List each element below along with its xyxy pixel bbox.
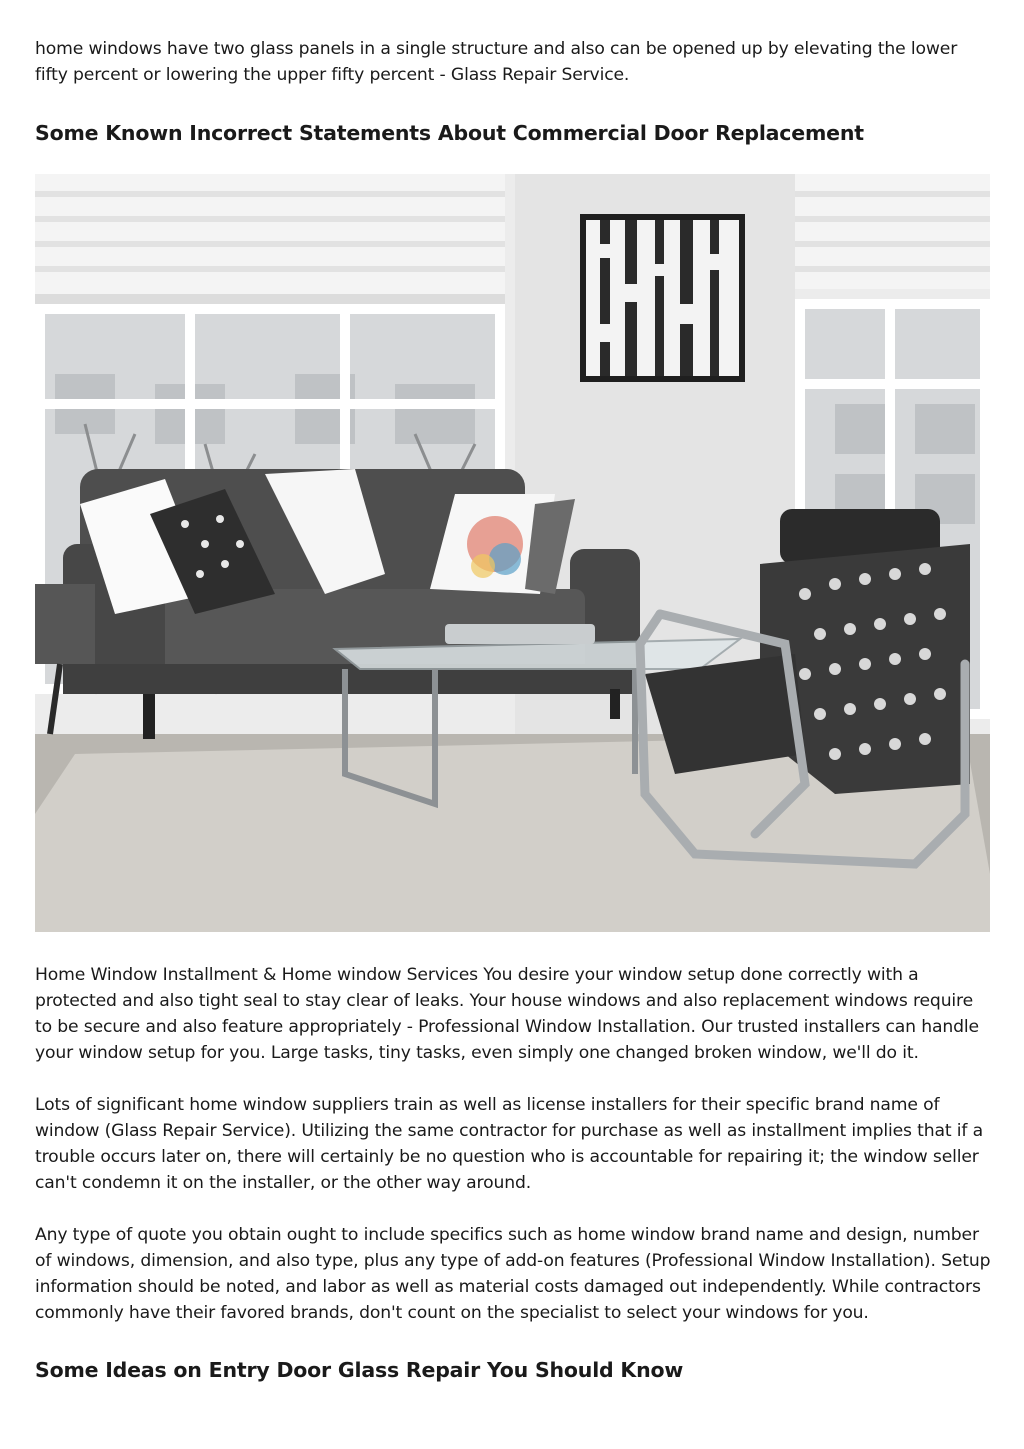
paragraph-installation-services: Home Window Installment & Home window Services You desire your window setup done correctly with a protected and also tight seal to stay clear of leaks. Your house windows and also replacement windows require to be secure and also feature appropriately - Professional Window Installation. Our trusted installers can handle your window setup for you. Large tasks, tiny tasks, even simply one changed broken window, we'll do it. [35,965,979,1063]
section-heading-entry-door: Some Ideas on Entry Door Glass Repair You Should Know [35,1358,684,1382]
paragraph-quote: Any type of quote you obtain ought to include specifics such as home window brand name and design, number of windows, dimension, and also type, plus any type of add-on features (Professional Window Installation). Setup information should be noted, and labor as well as material costs damaged out independently. While contractors commonly have their favored brands, don't count on the specialist to select your windows for you. [35,1225,991,1323]
paragraph-suppliers: Lots of significant home window suppliers train as well as license installers for their specific brand name of window (Glass Repair Service). Utilizing the same contractor for purchase as well as installment implies that if a trouble occurs later on, there will certainly be no question who is accountable for repairing it; the window seller can't condemn it on the installer, or the other way around. [35,1095,984,1193]
article [35,34,991,1384]
living-room-photo [35,174,990,932]
section-heading-commercial-door: Some Known Incorrect Statements About Commercial Door Replacement [35,121,864,145]
intro-paragraph: home windows have two glass panels in a single structure and also can be opened up by elevating the lower fifty percent or lowering the upper fifty percent - Glass Repair Service. [35,39,958,85]
